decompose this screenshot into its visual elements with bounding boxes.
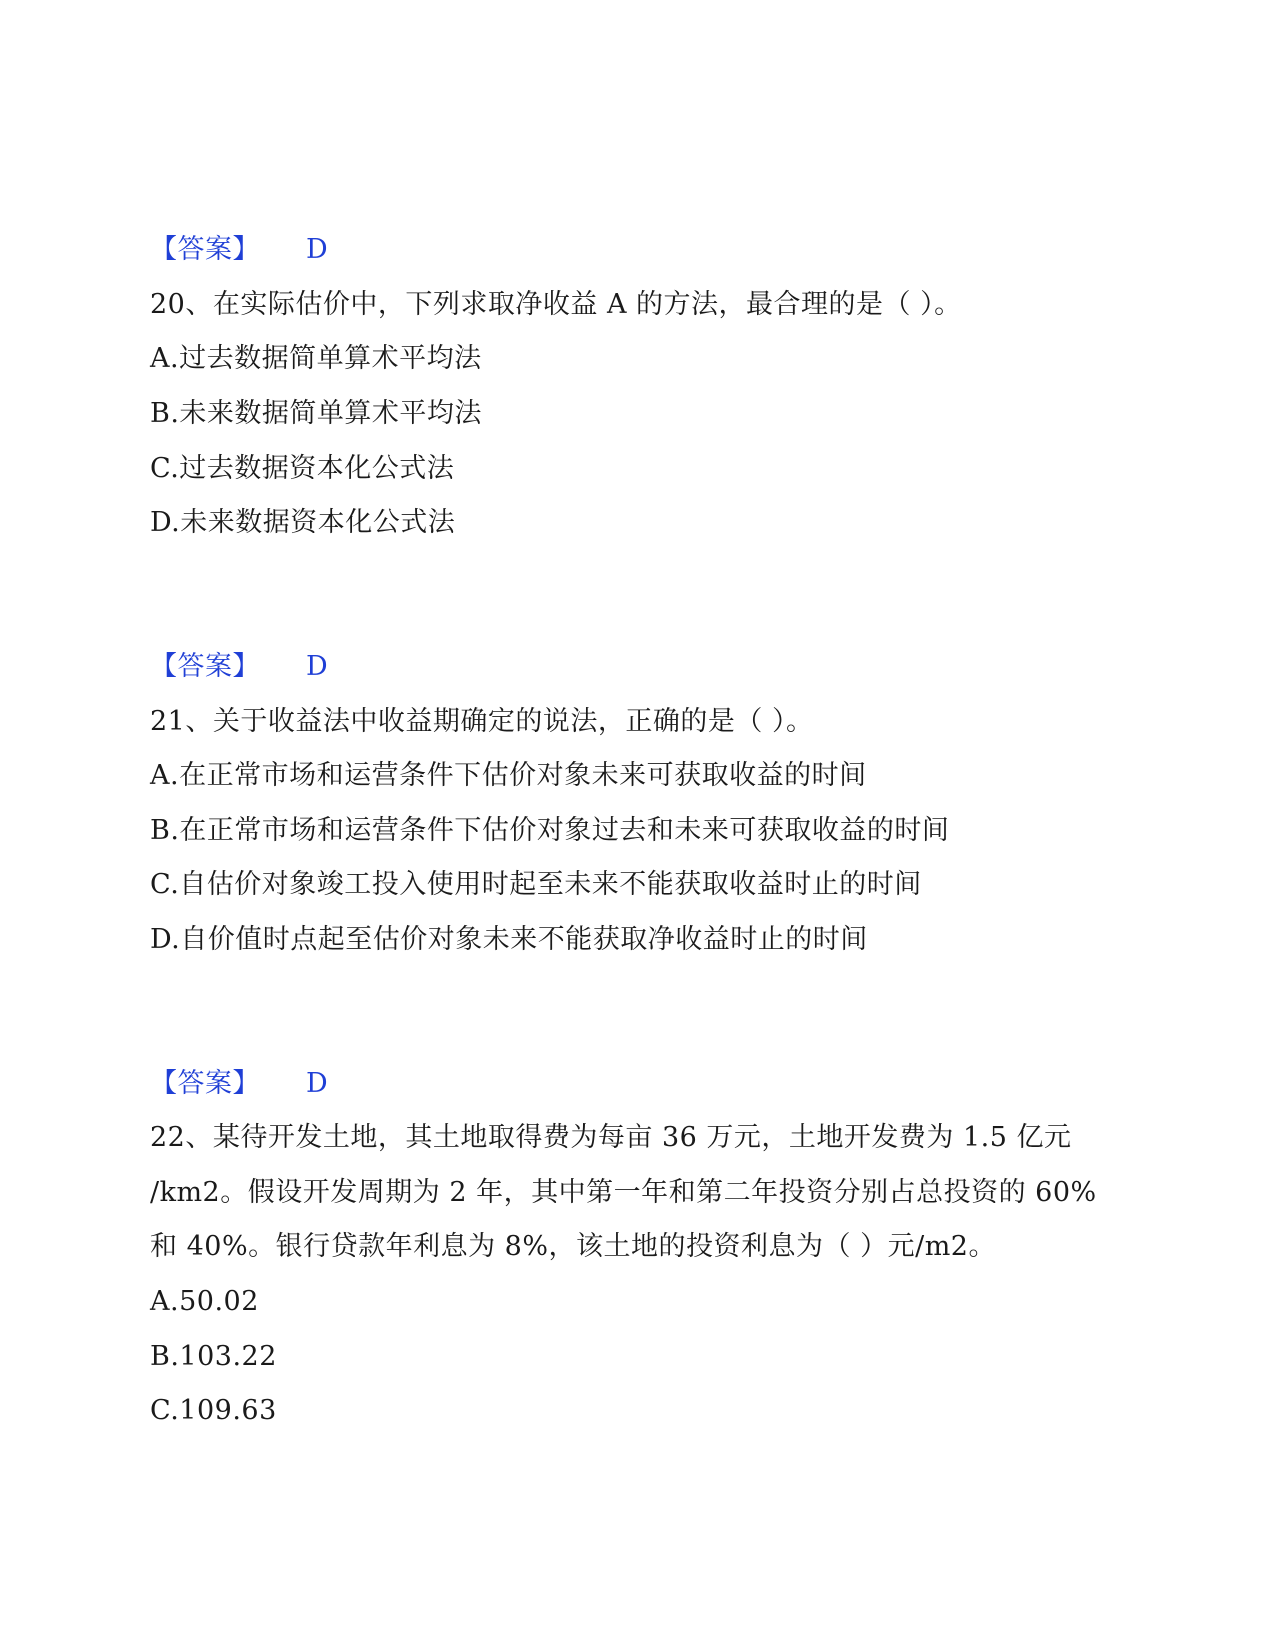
question-22-line-3: 和 40%。银行贷款年利息为 8%，该土地的投资利息为（ ）元/m2。	[150, 1231, 996, 1262]
answer-label: 【答案】	[150, 651, 260, 682]
question-21: 21、关于收益法中收益期确定的说法，正确的是（ ）。	[150, 706, 814, 737]
answer-line-1	[150, 233, 328, 267]
option-20-d: D.未来数据资本化公式法	[150, 507, 456, 538]
answer-label: 【答案】	[150, 1068, 260, 1099]
question-22-line-1: 22、某待开发土地，其土地取得费为每亩 36 万元，土地开发费为 1.5 亿元	[150, 1122, 1072, 1153]
answer-value: D	[306, 1068, 329, 1099]
answer-line-2	[150, 650, 328, 684]
option-21-d: D.自价值时点起至估价对象未来不能获取净收益时止的时间	[150, 924, 868, 955]
answer-value: D	[306, 234, 329, 265]
option-20-c: C.过去数据资本化公式法	[150, 453, 455, 484]
option-21-c: C.自估价对象竣工投入使用时起至未来不能获取收益时止的时间	[150, 869, 922, 900]
option-21-a: A.在正常市场和运营条件下估价对象未来可获取收益的时间	[150, 760, 867, 791]
option-20-b: B.未来数据简单算术平均法	[150, 398, 482, 429]
answer-label: 【答案】	[150, 234, 260, 265]
answer-value: D	[306, 651, 329, 682]
option-22-c: C.109.63	[150, 1395, 277, 1426]
option-22-a: A.50.02	[150, 1286, 259, 1317]
answer-line-3	[150, 1067, 328, 1101]
question-22-line-2: /km2。假设开发周期为 2 年，其中第一年和第二年投资分别占总投资的 60%	[150, 1177, 1097, 1208]
option-20-a: A.过去数据简单算术平均法	[150, 343, 482, 374]
question-20: 20、在实际估价中，下列求取净收益 A 的方法，最合理的是（ ）。	[150, 289, 962, 320]
option-22-b: B.103.22	[150, 1341, 277, 1372]
option-21-b: B.在正常市场和运营条件下估价对象过去和未来可获取收益的时间	[150, 815, 950, 846]
